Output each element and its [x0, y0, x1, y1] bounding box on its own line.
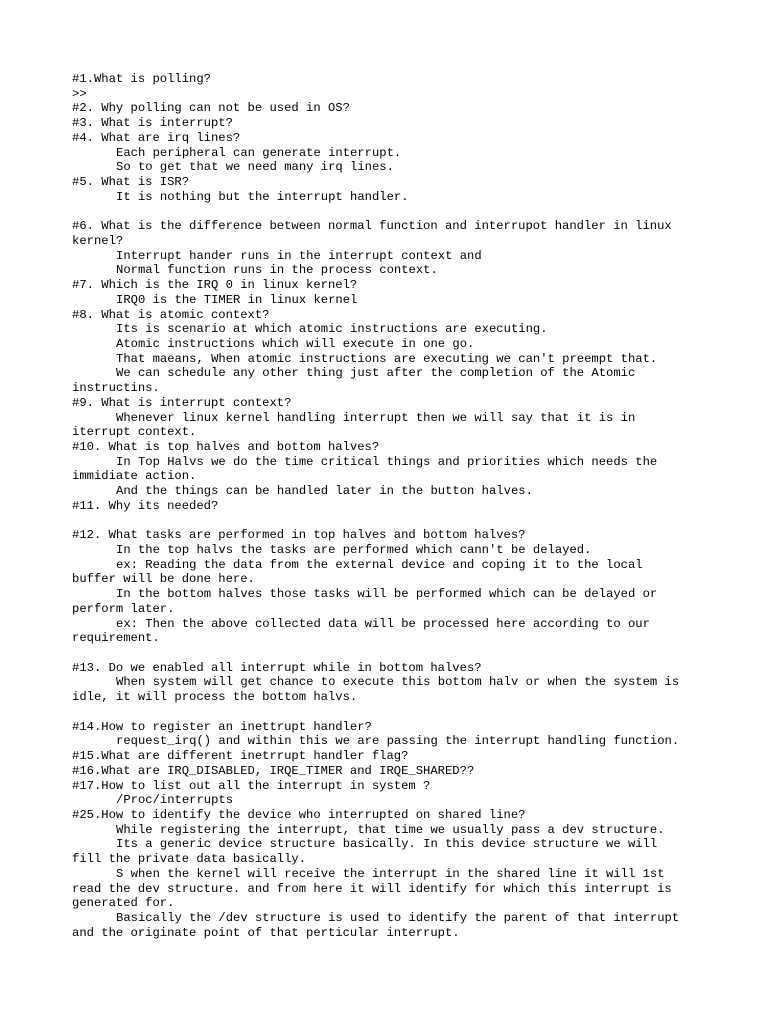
text-line: requirement.	[72, 631, 160, 646]
blank-line	[72, 204, 702, 219]
text-line: #9. What is interrupt context?	[72, 395, 292, 410]
text-line: idle, it will process the bottom halvs.	[72, 690, 358, 705]
text-line: #2. Why polling can not be used in OS?	[72, 101, 350, 116]
blank-line	[72, 646, 702, 661]
text-line: immidiate action.	[72, 469, 197, 484]
text-line: Basically the /dev structure is used to identify the parent of that interrupt	[116, 910, 680, 925]
blank-line	[72, 514, 702, 529]
text-line: #17.How to list out all the interrupt in system ?	[72, 778, 431, 793]
text-line: #15.What are different inetrrupt handler flag?	[72, 749, 409, 764]
text-line: #7. Which is the IRQ 0 in linux kernel?	[72, 278, 358, 293]
text-line: buffer will be done here.	[72, 572, 255, 587]
text-line: Interrupt hander runs in the interrupt context and	[116, 248, 482, 263]
text-line: While registering the interrupt, that time we usually pass a dev structure.	[116, 822, 665, 837]
text-line: In Top Halvs we do the time critical things and priorities which needs the	[116, 454, 658, 469]
text-line: #25.How to identify the device who interrupted on shared line?	[72, 807, 526, 822]
text-line: #14.How to register an inettrupt handler?	[72, 719, 372, 734]
text-line: request_irq() and within this we are passing the interrupt handling function.	[116, 734, 680, 749]
text-line: #3. What is interrupt?	[72, 116, 233, 131]
text-line: And the things can be handled later in the button halves.	[116, 484, 533, 499]
text-line: We can schedule any other thing just after the completion of the Atomic	[116, 366, 636, 381]
text-line: #4. What are irq lines?	[72, 130, 241, 145]
text-line: ex: Reading the data from the external device and coping it to the local	[116, 557, 643, 572]
text-line: Its is scenario at which atomic instructions are executing.	[116, 322, 548, 337]
text-line: #12. What tasks are performed in top halves and bottom halves?	[72, 528, 526, 543]
text-line: #16.What are IRQ_DISABLED, IRQE_TIMER and IRQE_SHARED??	[72, 763, 475, 778]
text-line: Normal function runs in the process context.	[116, 263, 438, 278]
text-line: fill the private data basically.	[72, 852, 307, 867]
text-line: #10. What is top halves and bottom halves?	[72, 439, 380, 454]
text-line: #5. What is ISR?	[72, 175, 190, 190]
text-line: read the dev structure. and from here it will identify for which this interrupt is	[72, 881, 672, 896]
text-line: #13. Do we enabled all interrupt while in bottom halves?	[72, 660, 482, 675]
text-line: #6. What is the difference between normal function and interrupot handler in linux	[72, 219, 672, 234]
text-line: generated for.	[72, 896, 175, 911]
text-line: IRQ0 is the TIMER in linux kernel	[116, 292, 358, 307]
text-line: iterrupt context.	[72, 425, 197, 440]
text-line: That maeans, When atomic instructions are executing we can't preempt that.	[116, 351, 658, 366]
text-line: ex: Then the above collected data will be processed here according to our	[116, 616, 650, 631]
text-line: #11. Why its needed?	[72, 498, 219, 513]
text-line: #8. What is atomic context?	[72, 307, 270, 322]
document-body	[72, 72, 702, 940]
text-line: It is nothing but the interrupt handler.	[116, 189, 409, 204]
text-line: So to get that we need many irq lines.	[116, 160, 394, 175]
text-line: Whenever linux kernel handling interrupt then we will say that it is in	[116, 410, 636, 425]
text-line: Its a generic device structure basically. In this device structure we will	[116, 837, 658, 852]
text-line: Each peripheral can generate interrupt.	[116, 145, 402, 160]
text-line: /Proc/interrupts	[116, 793, 234, 808]
text-line: When system will get chance to execute this bottom halv or when the system is	[116, 675, 680, 690]
text-line: >>	[72, 86, 87, 101]
text-line: and the originate point of that perticular interrupt.	[72, 925, 460, 940]
text-line: S when the kernel will receive the interrupt in the shared line it will 1st	[116, 866, 665, 881]
text-line: In the bottom halves those tasks will be performed which can be delayed or	[116, 587, 658, 602]
text-line: Atomic instructions which will execute in one go.	[116, 336, 475, 351]
text-line: perform later.	[72, 601, 175, 616]
text-line: In the top halvs the tasks are performed which cann't be delayed.	[116, 543, 592, 557]
blank-line	[72, 705, 702, 720]
text-line: #1.What is polling?	[72, 72, 211, 86]
text-line: instructins.	[72, 381, 160, 396]
text-line: kernel?	[72, 233, 124, 248]
